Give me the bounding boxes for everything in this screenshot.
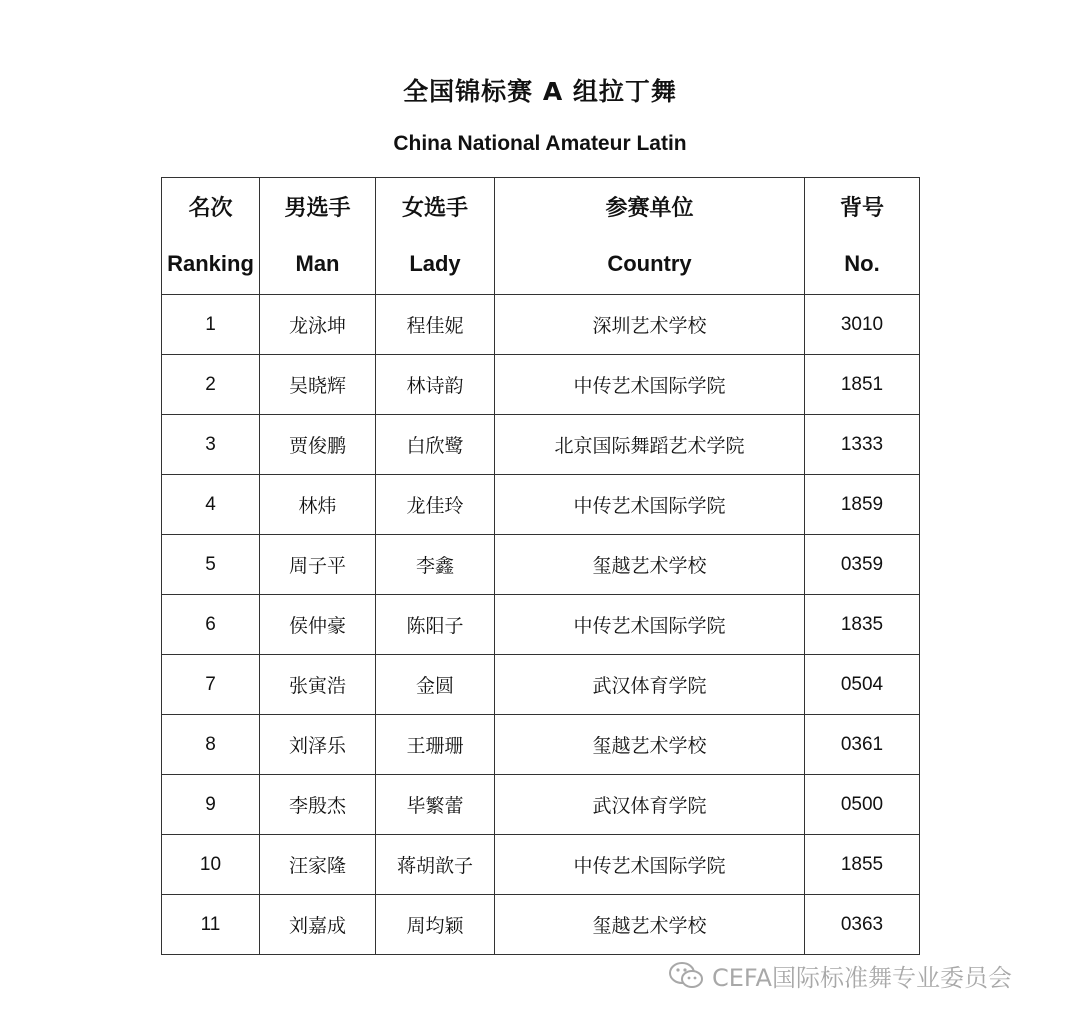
cell-rank: 7 bbox=[162, 655, 260, 715]
cell-unit: 武汉体育学院 bbox=[495, 655, 805, 715]
header-lady-en: Lady bbox=[409, 250, 461, 276]
cell-man: 龙泳坤 bbox=[260, 295, 376, 355]
cell-rank: 3 bbox=[162, 415, 260, 475]
header-number bbox=[805, 178, 920, 295]
header-ranking-en: Ranking bbox=[167, 250, 254, 276]
cell-unit: 玺越艺术学校 bbox=[495, 535, 805, 595]
cell-number: 1859 bbox=[805, 475, 920, 535]
wechat-icon bbox=[668, 960, 704, 990]
cell-lady: 周均颖 bbox=[376, 895, 495, 955]
cell-number: 1851 bbox=[805, 355, 920, 415]
cell-unit: 武汉体育学院 bbox=[495, 775, 805, 835]
header-number-en: No. bbox=[844, 250, 880, 276]
cell-unit: 北京国际舞蹈艺术学院 bbox=[495, 415, 805, 475]
header-number-zh: 背号 bbox=[839, 195, 884, 221]
header-ranking-zh: 名次 bbox=[188, 195, 233, 221]
cell-number: 0500 bbox=[805, 775, 920, 835]
cell-unit: 玺越艺术学校 bbox=[495, 715, 805, 775]
table-row bbox=[162, 595, 920, 655]
watermark-text: CEFA国际标准舞专业委员会 bbox=[712, 963, 1012, 992]
page-subtitle: China National Amateur Latin bbox=[393, 132, 687, 155]
table-row bbox=[162, 715, 920, 775]
cell-lady: 蒋胡歆子 bbox=[376, 835, 495, 895]
cell-lady: 王珊珊 bbox=[376, 715, 495, 775]
table-row bbox=[162, 895, 920, 955]
table-row bbox=[162, 775, 920, 835]
cell-man: 吴晓辉 bbox=[260, 355, 376, 415]
header-ranking bbox=[162, 178, 260, 295]
cell-lady: 李鑫 bbox=[376, 535, 495, 595]
cell-lady: 林诗韵 bbox=[376, 355, 495, 415]
cell-rank: 11 bbox=[162, 895, 260, 955]
cell-lady: 陈阳子 bbox=[376, 595, 495, 655]
header-man-en: Man bbox=[295, 250, 340, 276]
header-unit-zh: 参赛单位 bbox=[605, 195, 694, 221]
cell-unit: 中传艺术国际学院 bbox=[495, 835, 805, 895]
cell-rank: 5 bbox=[162, 535, 260, 595]
cell-unit: 中传艺术国际学院 bbox=[495, 475, 805, 535]
cell-number: 3010 bbox=[805, 295, 920, 355]
cell-number: 0504 bbox=[805, 655, 920, 715]
cell-man: 李殷杰 bbox=[260, 775, 376, 835]
table-row bbox=[162, 355, 920, 415]
cell-unit: 中传艺术国际学院 bbox=[495, 595, 805, 655]
cell-number: 1333 bbox=[805, 415, 920, 475]
table-row bbox=[162, 475, 920, 535]
cell-unit: 中传艺术国际学院 bbox=[495, 355, 805, 415]
cell-number: 0363 bbox=[805, 895, 920, 955]
table-row bbox=[162, 415, 920, 475]
cell-number: 1855 bbox=[805, 835, 920, 895]
cell-rank: 10 bbox=[162, 835, 260, 895]
cell-lady: 金圆 bbox=[376, 655, 495, 715]
table-row bbox=[162, 655, 920, 715]
header-man-zh: 男选手 bbox=[284, 195, 351, 221]
header-unit-en: Country bbox=[607, 250, 692, 276]
cell-rank: 1 bbox=[162, 295, 260, 355]
cell-man: 刘嘉成 bbox=[260, 895, 376, 955]
cell-lady: 龙佳玲 bbox=[376, 475, 495, 535]
page-title: 全国锦标赛 A 组拉丁舞 bbox=[403, 77, 677, 106]
cell-man: 侯仲豪 bbox=[260, 595, 376, 655]
cell-lady: 程佳妮 bbox=[376, 295, 495, 355]
cell-rank: 2 bbox=[162, 355, 260, 415]
header-lady bbox=[376, 178, 495, 295]
cell-number: 0359 bbox=[805, 535, 920, 595]
cell-man: 刘泽乐 bbox=[260, 715, 376, 775]
cell-unit: 深圳艺术学校 bbox=[495, 295, 805, 355]
cell-man: 张寅浩 bbox=[260, 655, 376, 715]
cell-man: 周子平 bbox=[260, 535, 376, 595]
table-row bbox=[162, 835, 920, 895]
cell-rank: 8 bbox=[162, 715, 260, 775]
cell-rank: 4 bbox=[162, 475, 260, 535]
cell-unit: 玺越艺术学校 bbox=[495, 895, 805, 955]
table-header-row bbox=[162, 178, 920, 295]
cell-rank: 9 bbox=[162, 775, 260, 835]
header-unit bbox=[495, 178, 805, 295]
cell-lady: 毕繁蕾 bbox=[376, 775, 495, 835]
cell-rank: 6 bbox=[162, 595, 260, 655]
cell-man: 汪家隆 bbox=[260, 835, 376, 895]
header-man bbox=[260, 178, 376, 295]
cell-number: 0361 bbox=[805, 715, 920, 775]
watermark bbox=[668, 955, 1068, 995]
table-row bbox=[162, 295, 920, 355]
cell-number: 1835 bbox=[805, 595, 920, 655]
cell-lady: 白欣鹭 bbox=[376, 415, 495, 475]
table-row bbox=[162, 535, 920, 595]
header-lady-zh: 女选手 bbox=[401, 195, 468, 221]
cell-man: 林炜 bbox=[260, 475, 376, 535]
cell-man: 贾俊鹏 bbox=[260, 415, 376, 475]
results-table bbox=[161, 177, 920, 955]
